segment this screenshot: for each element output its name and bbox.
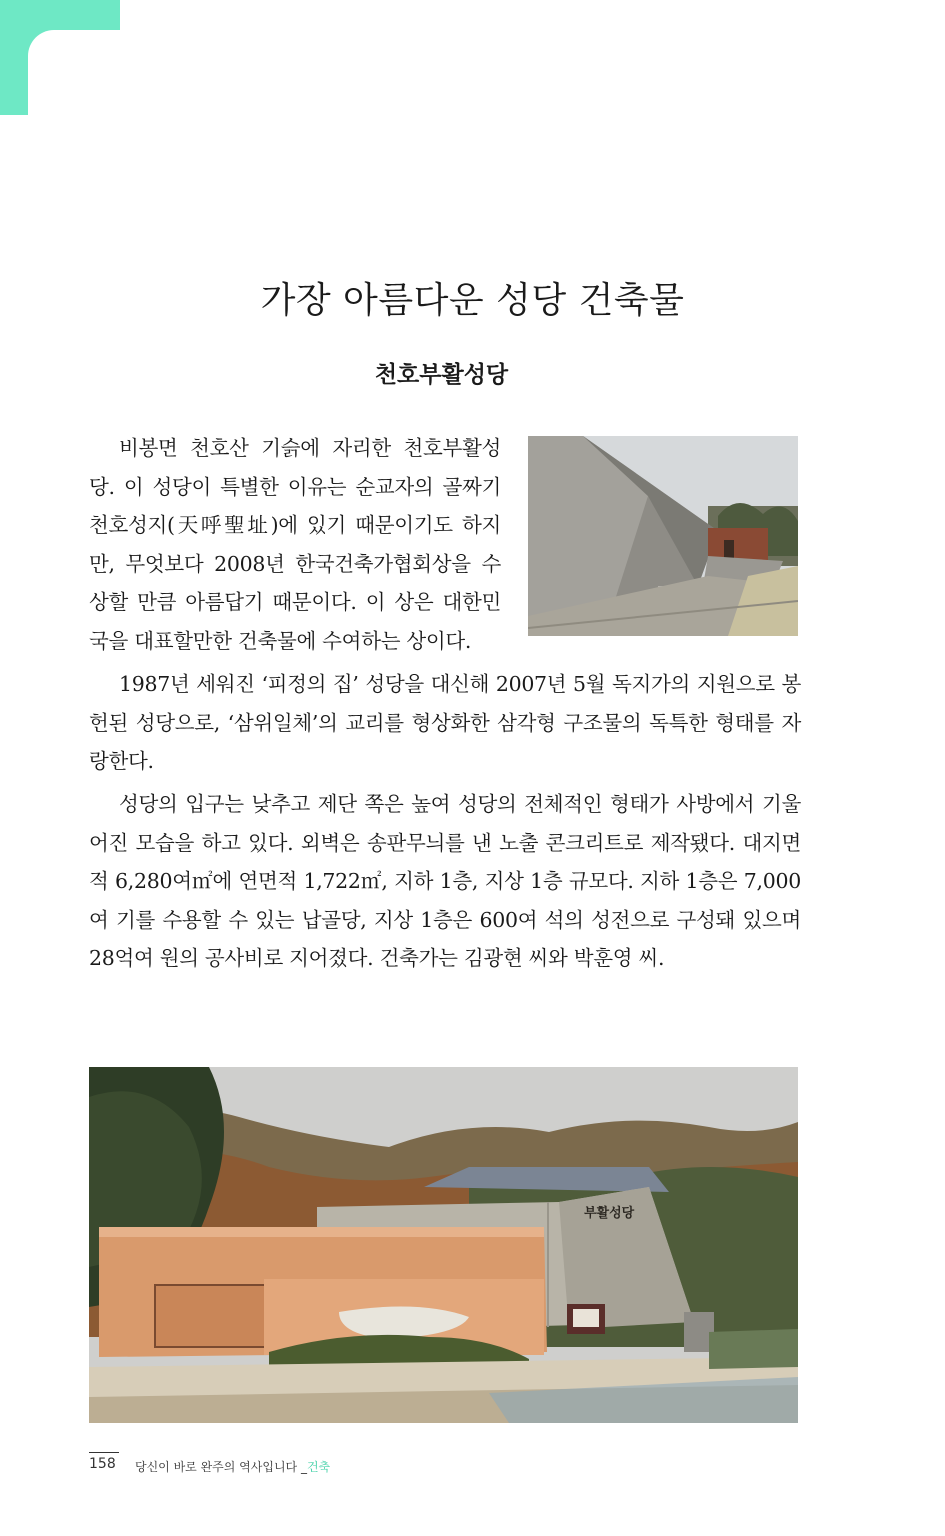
running-title-text: 당신이 바로 완주의 역사입니다 _ <box>135 1460 307 1474</box>
church-side-photo <box>528 436 798 636</box>
church-side-illustration <box>528 436 798 636</box>
church-sign-text: 부활성당 <box>584 1206 635 1221</box>
page-title: 가장 아름다운 성당 건축물 <box>260 280 685 321</box>
paragraph-history: 1987년 세워진 ‘피정의 집’ 성당을 대신해 2007년 5월 독지가의 지원으로 봉헌된 성당으로, ‘삼위일체’의 교리를 형상화한 삼각형 구조물의 독특한 형태를 자랑한다. <box>89 672 801 773</box>
corner-accent-cutout <box>28 30 168 170</box>
paragraph-intro: 비봉면 천호산 기슭에 자리한 천호부활성당. 이 성당이 특별한 이유는 순교자의 골짜기 천호성지(天呼聖址)에 있기 때문이기도 하지만, 무엇보다 2008년 한국건축가협회상을 수상할 만큼 아름답기 때문이다. 이 상은 대한민국을 대표할만한 건축물에 수여하는 상이다. <box>89 436 501 653</box>
paragraph-structure: 성당의 입구는 낮추고 제단 쪽은 높여 성당의 전체적인 형태가 사방에서 기울어진 모습을 하고 있다. 외벽은 송판무늬를 낸 노출 콘크리트로 제작됐다. 대지면적 6,280여㎡에 연면적 1,722㎡, 지하 1층, 지상 1층 규모다. 지하 1층은 7,000여 기를 수용할 수 있는 납골당, 지상 1층은 600여 석의 성전으로 구성돼 있으며 28억여 원의 공사비로 지어졌다. 건축가는 김광현 씨와 박훈영 씨. <box>89 792 801 970</box>
church-front-photo <box>89 1067 798 1423</box>
page-subtitle: 천호부활성당 <box>374 362 509 388</box>
section-tag: 건축 <box>306 1460 331 1474</box>
page-number: 158 <box>89 1456 116 1472</box>
church-front-illustration <box>89 1067 798 1423</box>
footer-rule <box>89 1452 119 1453</box>
running-title <box>135 1458 330 1475</box>
page-footer <box>89 1448 809 1478</box>
